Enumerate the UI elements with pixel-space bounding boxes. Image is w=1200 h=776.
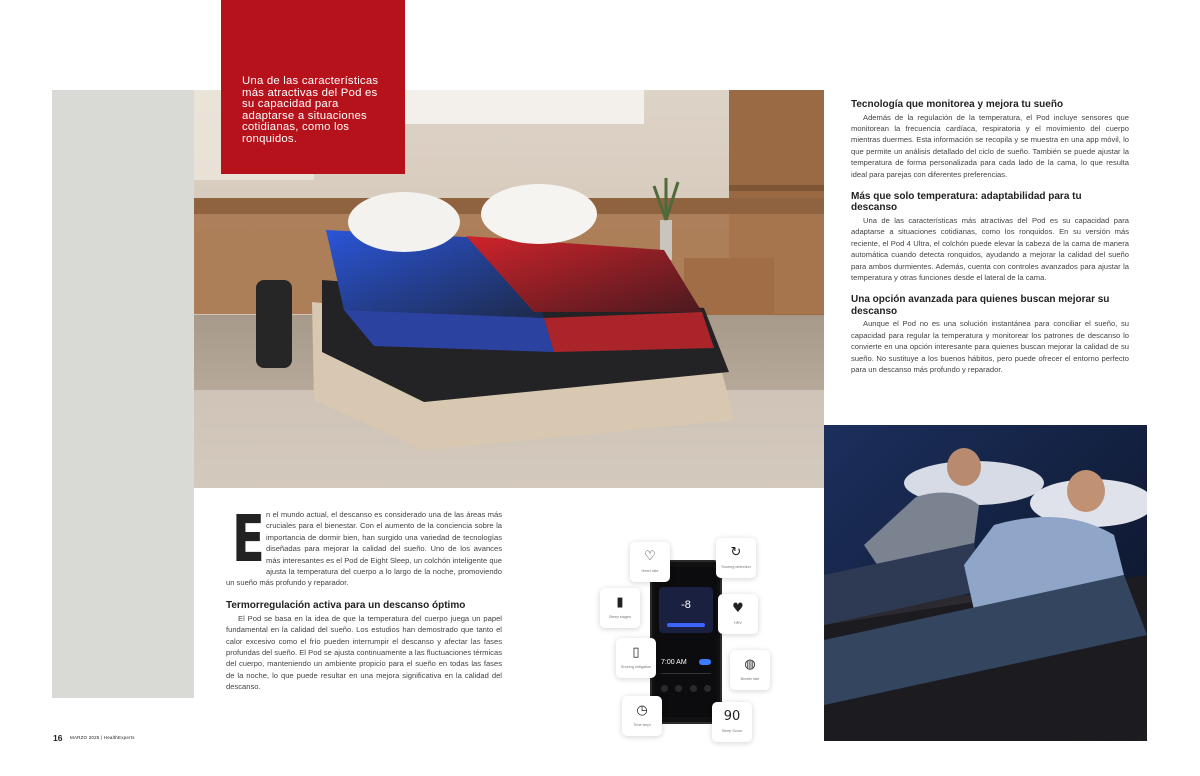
section-heading-monitoring: Tecnología que monitorea y mejora tu sueño — [851, 99, 1064, 110]
left-text-column — [226, 503, 502, 693]
lungs-icon: ◍ — [744, 657, 756, 672]
pull-quote-text: Una de las características más atractivas del Pod es su capacidad para adaptarse a situaciones cotidianas, como los ronquidos. — [242, 75, 379, 145]
alarm-toggle — [699, 659, 711, 665]
snoring-icon: ↻ — [730, 545, 742, 560]
feature-card-snoring-mitigation — [616, 638, 656, 678]
intro-paragraph: n el mundo actual, el descanso es considerado una de las áreas más cruciales para el bienestar. Con el aumento de la conciencia sobre la importancia de dormir bien, han surgido una variedad de tecnologías diseñadas para mejorar la calidad del sueño. Uno de los avances más interesantes es el Pod de Eight Sleep, un colchón inteligente que ajusta la temperatura del cuerpo a lo largo de la noche, promoviendo un sueño más profundo y reparador. — [226, 510, 502, 588]
section-heading-advanced-option: Una opción avanzada para quienes buscan mejorar su descanso — [851, 294, 1110, 317]
section-body-thermoregulation: El Pod se basa en la idea de que la temperatura del cuerpo juega un papel fundamental en la calidad del sueño. Los estudios han demostrado que tanto el calor excesivo como el frío pueden interrumpir el descanso y afectar las fases profundas del sueño. El Pod se ajusta continuamente a las fluctuaciones térmicas del cuerpo, manteniendo un ambiente propicio para el sueño en todas las fases de la noche, lo que puede resultar en una mejora significativa en la calidad del descanso. — [226, 613, 502, 692]
temperature-value: -8 — [681, 599, 691, 611]
clock-icon: ◷ — [636, 703, 648, 718]
section-body-advanced-option: Aunque el Pod no es una solución instantánea para conciliar el sueño, su capacidad para regular la temperatura y monitorear los patrones de descanso lo convierte en una opción interesante para quienes buscan mejorar la calidad de su sueño. No sustituye a los buenos hábitos, pero puede ofrecer el entorno perfecto para un descanso más profundo y reparador. — [851, 319, 1129, 374]
right-page-number: 17 — [1138, 733, 1148, 743]
feature-caption: Breath rate — [740, 677, 760, 681]
feature-card-snoring-detection — [716, 538, 756, 578]
hrv-icon: ♥ — [732, 601, 744, 616]
feature-caption: Snoring mitigation — [620, 665, 652, 669]
feature-card-sleep-score — [712, 702, 752, 742]
feature-card-hrv — [718, 594, 758, 634]
section-heading-adaptability: Más que solo temperatura: adaptabilidad para tu descanso — [851, 190, 1082, 214]
bar-chart-icon: ▮ — [616, 595, 624, 610]
heart-icon: ♡ — [644, 549, 656, 564]
section-body-monitoring: Además de la regulación de la temperatura, el Pod incluye sensores que monitorean la frecuencia cardíaca, respiratoria y el movimiento del cuerpo mientras duermes. Esta información se recopila y se muestra en una app móvil, lo que permite un análisis detallado del ciclo de sueño. También se puede ajustar la temperatura de forma personalizada para cada lado de la cama, lo que resulta ideal para parejas con diferentes preferencias. — [851, 112, 1129, 179]
feature-caption: Heart rate — [641, 569, 659, 573]
score-icon: 90 — [723, 709, 741, 724]
section-heading-thermoregulation: Termorregulación activa para un descanso óptimo — [226, 599, 466, 611]
left-page-number: 16 — [53, 733, 63, 743]
feature-caption: Sleep Score — [721, 729, 743, 733]
left-footer-text: MARZO 2025 | HealthExperts — [70, 735, 135, 740]
drop-cap: E — [232, 503, 265, 577]
section-body-adaptability: Una de las características más atractivas del Pod es su capacidad para adaptarse a situaciones cotidianas, como los ronquidos. En su versión más reciente, el Pod 4 Ultra, el colchón puede elevar la cabeza de la cama de manera automática cuando detecta ronquidos, ayudando a mejorar la calidad del sueño para ambos durmientes. Además, cuenta con controles avanzados para ajustar la temperatura y otras funciones desde el lateral de la cama. — [851, 215, 1129, 282]
feature-card-heart-rate — [630, 542, 670, 582]
app-feature-illustration — [596, 530, 772, 760]
temperature-card — [659, 587, 713, 633]
temperature-bar — [667, 623, 705, 627]
feature-card-breath-rate — [730, 650, 770, 690]
phone-nav-dots — [661, 685, 711, 692]
feature-card-sleep-stages — [600, 588, 640, 628]
right-text-column — [851, 99, 1129, 386]
pull-quote-box — [221, 0, 405, 174]
alarm-time: 7:00 AM — [661, 659, 687, 666]
feature-caption: HRV — [734, 621, 742, 625]
couple-sleeping-photo — [824, 425, 1147, 741]
phone-screen — [655, 567, 717, 717]
feature-caption: Snoring detection — [721, 565, 751, 569]
feature-card-time-slept — [622, 696, 662, 736]
right-footer-text: HealthExperts | MARZO 2025 — [1066, 735, 1131, 740]
feature-caption: Time slept — [633, 723, 651, 727]
feature-caption: Sleep stages — [609, 615, 631, 619]
gray-sidebar-panel — [52, 90, 194, 698]
phone-divider — [661, 673, 711, 674]
sound-wave-icon: ▯ — [632, 645, 640, 660]
